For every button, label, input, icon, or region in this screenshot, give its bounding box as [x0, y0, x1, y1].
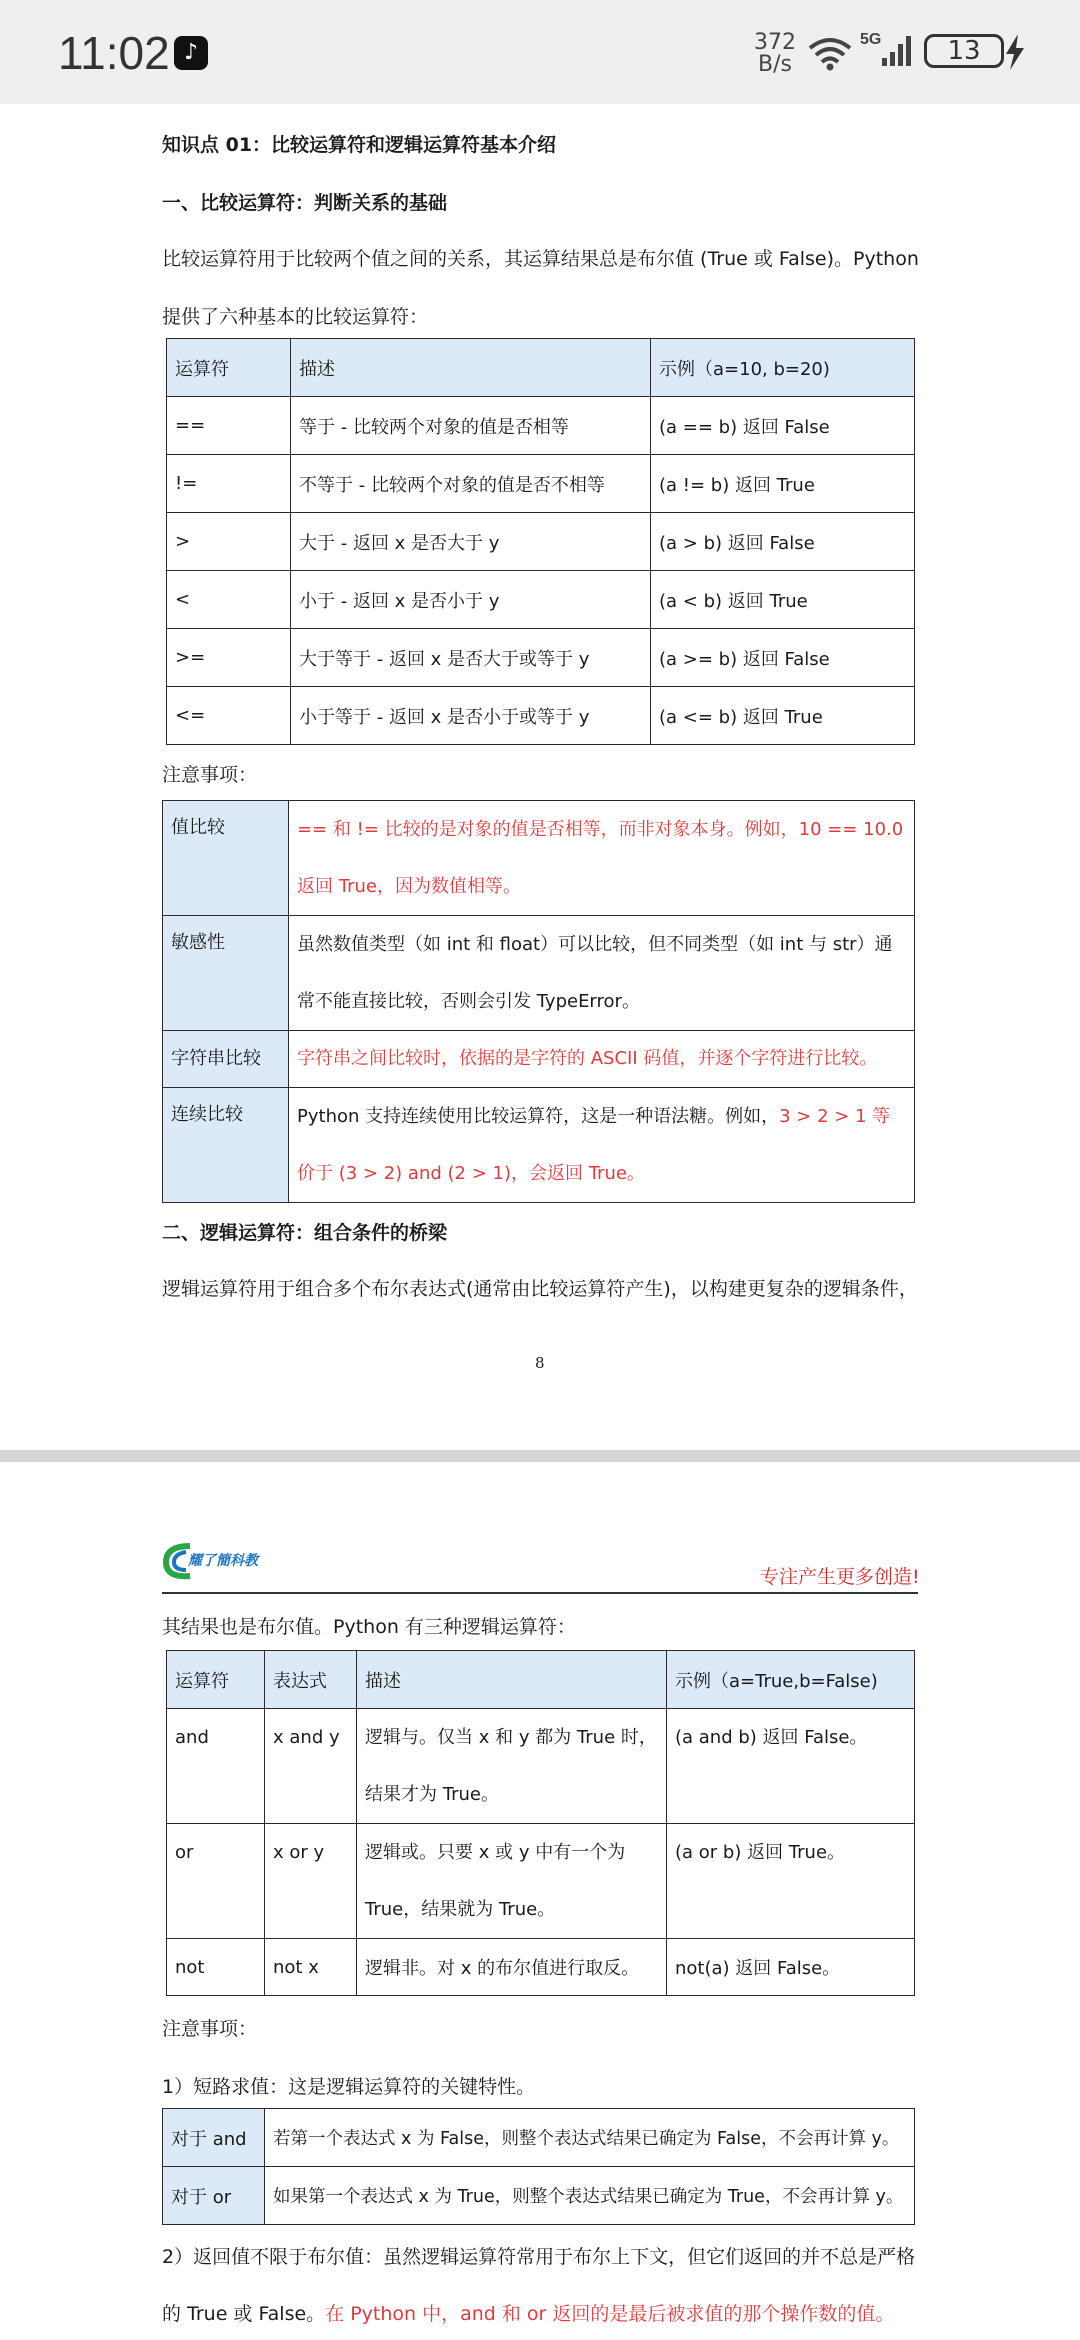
paragraph-line — [162, 2299, 894, 2326]
note-line: 返回 True，因为数值相等。 — [297, 876, 521, 897]
table-header: 描述 — [291, 339, 651, 397]
note-text: 如果第一个表达式 x 为 True，则整个表达式结果已确定为 True，不会再计算 y。 — [265, 2167, 915, 2225]
table-cell: x and y — [265, 1709, 357, 1824]
table-row — [167, 513, 915, 571]
battery-indicator: 13 — [924, 34, 1004, 68]
table-row — [167, 571, 915, 629]
page-number: 8 — [535, 1354, 545, 1372]
table-cell: == — [167, 397, 291, 455]
table-header: 描述 — [357, 1651, 667, 1709]
table-cell — [357, 1824, 667, 1939]
network-speed-unit: B/s — [758, 52, 792, 77]
tiktok-icon: ♪ — [174, 36, 208, 70]
clock: 11:02 — [58, 27, 170, 79]
document-page-2 — [0, 1462, 1080, 2340]
table-header: 运算符 — [167, 1651, 265, 1709]
note-text: 若第一个表达式 x 为 False，则整个表达式结果已确定为 False，不会再计算 y。 — [265, 2109, 915, 2167]
section-heading: 二、逻辑运算符：组合条件的桥梁 — [162, 1222, 448, 1244]
table-row — [163, 1031, 915, 1088]
table-cell: not x — [265, 1939, 357, 1996]
table-header-row — [167, 339, 915, 397]
cellular-signal-icon — [860, 28, 912, 72]
table-header: 示例（a=True,b=False) — [667, 1651, 915, 1709]
note-line: == 和 != 比较的是对象的值是否相等，而非对象本身。例如，10 == 10.0 — [297, 819, 904, 840]
paragraph-line: 提供了六种基本的比较运算符： — [162, 306, 429, 328]
slogan: 专注产生更多创造! — [760, 1566, 920, 1588]
table-cell: 大于等于 - 返回 x 是否大于或等于 y — [291, 629, 651, 687]
table-header: 运算符 — [167, 339, 291, 397]
table-cell: > — [167, 513, 291, 571]
page-title: 知识点 01：比较运算符和逻辑运算符基本介绍 — [162, 134, 557, 156]
table-cell — [357, 1709, 667, 1824]
comparison-operators-table — [166, 338, 915, 745]
table-cell: (a and b) 返回 False。 — [667, 1709, 915, 1824]
paragraph-line: 2）返回值不限于布尔值：虽然逻辑运算符常用于布尔上下文，但它们返回的并不总是严格 — [162, 2246, 916, 2268]
table-cell: (a <= b) 返回 True — [651, 687, 915, 745]
table-cell: or — [167, 1824, 265, 1939]
table-row — [167, 1824, 915, 1939]
network-type: 5G — [860, 31, 882, 48]
logical-operators-table — [166, 1650, 915, 1996]
note-text: 字符串之间比较时，依据的是字符的 ASCII 码值，并逐个字符进行比较。 — [289, 1031, 915, 1088]
note-text — [289, 1088, 915, 1203]
document-page-1 — [0, 104, 1080, 1450]
text-fragment: 在 Python 中，and 和 or 返回的是最后被求值的那个操作数的值。 — [325, 2303, 895, 2325]
table-cell: not(a) 返回 False。 — [667, 1939, 915, 1996]
cell-line: True，结果就为 True。 — [365, 1899, 556, 1920]
table-cell: >= — [167, 629, 291, 687]
table-cell: != — [167, 455, 291, 513]
table-cell: 小于等于 - 返回 x 是否小于或等于 y — [291, 687, 651, 745]
cell-line: 逻辑或。只要 x 或 y 中有一个为 — [365, 1842, 626, 1863]
note-label: 连续比较 — [163, 1088, 289, 1203]
logo-text: 耀了簡科教 — [188, 1553, 258, 1569]
table-cell: <= — [167, 687, 291, 745]
comparison-notes-table — [162, 800, 915, 1203]
table-cell: 逻辑非。对 x 的布尔值进行取反。 — [357, 1939, 667, 1996]
page-separator — [0, 1450, 1080, 1462]
table-header: 表达式 — [265, 1651, 357, 1709]
table-cell: (a > b) 返回 False — [651, 513, 915, 571]
table-row — [167, 1709, 915, 1824]
table-cell: 大于 - 返回 x 是否大于 y — [291, 513, 651, 571]
note-fragment: 3 > 2 > 1 等 — [779, 1106, 891, 1127]
wifi-icon — [806, 36, 854, 72]
paragraph-line: 其结果也是布尔值。Python 有三种逻辑运算符： — [162, 1616, 576, 1638]
table-header: 示例（a=10, b=20) — [651, 339, 915, 397]
table-row — [163, 2109, 915, 2167]
note-line: 虽然数值类型（如 int 和 float）可以比较，但不同类型（如 int 与 str）通 — [297, 934, 893, 955]
charging-icon — [1004, 34, 1026, 70]
network-speed-value: 372 — [754, 30, 796, 55]
table-row — [167, 455, 915, 513]
table-cell: 不等于 - 比较两个对象的值是否不相等 — [291, 455, 651, 513]
table-row — [163, 916, 915, 1031]
short-circuit-table — [162, 2108, 915, 2225]
cell-line: 结果才为 True。 — [365, 1784, 499, 1805]
paragraph-line: 逻辑运算符用于组合多个布尔表达式(通常由比较运算符产生)，以构建更复杂的逻辑条件， — [162, 1278, 918, 1300]
table-cell: (a != b) 返回 True — [651, 455, 915, 513]
table-row — [167, 629, 915, 687]
section-heading: 一、比较运算符：判断关系的基础 — [162, 192, 448, 214]
cell-line: 逻辑与。仅当 x 和 y 都为 True 时， — [365, 1727, 657, 1748]
table-header-row — [167, 1651, 915, 1709]
note-label: 敏感性 — [163, 916, 289, 1031]
table-row — [167, 397, 915, 455]
note-label: 对于 and — [163, 2109, 265, 2167]
status-bar — [0, 0, 1080, 104]
note-text — [289, 916, 915, 1031]
note-text — [289, 801, 915, 916]
note-label: 字符串比较 — [163, 1031, 289, 1088]
paragraph-line: 比较运算符用于比较两个值之间的关系，其运算结果总是布尔值 (True 或 False)。Python — [162, 248, 919, 270]
notes-label: 注意事项： — [162, 2018, 258, 2040]
table-cell: (a < b) 返回 True — [651, 571, 915, 629]
table-row — [163, 2167, 915, 2225]
table-row — [167, 687, 915, 745]
header-divider — [162, 1592, 918, 1594]
table-row — [167, 1939, 915, 1996]
note-line: 价于 (3 > 2) and (2 > 1)，会返回 True。 — [297, 1163, 645, 1184]
text-fragment: 的 True 或 False。 — [162, 2303, 326, 2325]
note-label: 对于 or — [163, 2167, 265, 2225]
table-cell: (a == b) 返回 False — [651, 397, 915, 455]
note-label: 值比较 — [163, 801, 289, 916]
note-line: 常不能直接比较，否则会引发 TypeError。 — [297, 991, 640, 1012]
table-cell: (a or b) 返回 True。 — [667, 1824, 915, 1939]
network-speed — [752, 32, 798, 76]
note-line — [297, 1088, 906, 1145]
table-cell: and — [167, 1709, 265, 1824]
table-row — [163, 1088, 915, 1203]
table-cell: (a >= b) 返回 False — [651, 629, 915, 687]
table-cell: x or y — [265, 1824, 357, 1939]
note-fragment: Python 支持连续使用比较运算符，这是一种语法糖。例如， — [297, 1106, 780, 1127]
paragraph-line: 1）短路求值：这是逻辑运算符的关键特性。 — [162, 2076, 536, 2098]
table-cell: < — [167, 571, 291, 629]
table-row — [163, 801, 915, 916]
table-cell: 等于 - 比较两个对象的值是否相等 — [291, 397, 651, 455]
table-cell: not — [167, 1939, 265, 1996]
notes-label: 注意事项： — [162, 764, 258, 786]
table-cell: 小于 - 返回 x 是否小于 y — [291, 571, 651, 629]
